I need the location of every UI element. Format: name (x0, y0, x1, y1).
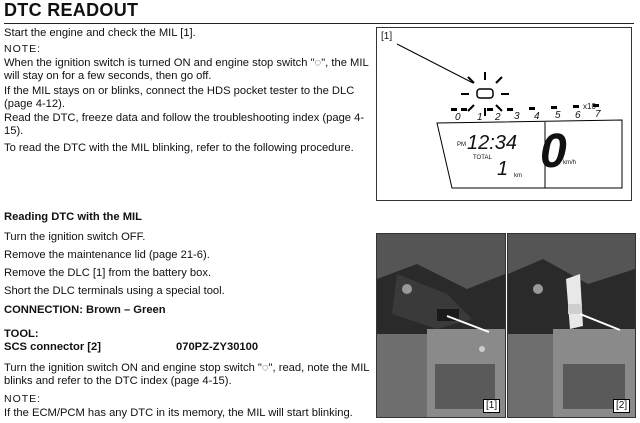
scale-0: 0 (455, 112, 461, 123)
scale-1: 1 (477, 112, 483, 123)
blink-paragraph: To read the DTC with the MIL blinking, refer to the following procedure. (4, 142, 354, 154)
pm-label: PM (457, 142, 466, 148)
scale-2: 2 (495, 112, 501, 123)
connection-line: CONNECTION: Brown – Green (4, 304, 166, 316)
section-heading: Reading DTC with the MIL (4, 211, 142, 223)
step-3: Remove the DLC [1] from the battery box. (4, 267, 212, 279)
figure-callout: [1] (381, 31, 393, 42)
scale-4: 4 (534, 111, 540, 122)
speed-unit: km/h (563, 160, 577, 166)
photo-right-callout: [2] (613, 399, 630, 413)
note-label: NOTE: (4, 43, 42, 55)
step-1: Turn the ignition switch OFF. (4, 231, 146, 243)
title-rule (4, 23, 634, 24)
photo-left-callout: [1] (483, 399, 500, 413)
step-4: Short the DLC terminals using a special tool. (4, 285, 225, 297)
odometer-unit: km (514, 173, 522, 179)
tool-name: SCS connector [2] (4, 341, 101, 353)
scale-7: 7 (595, 109, 601, 120)
mil-icon (461, 72, 509, 116)
photo-scs-connector (507, 233, 636, 418)
scale-3: 3 (514, 111, 520, 122)
read-dtc-paragraph: Read the DTC, freeze data and follow the troubleshooting index (page 4-15). (4, 112, 365, 138)
note2-text: If the ECM/PCM has any DTC in its memory, the MIL will start blinking. (4, 407, 353, 419)
scale-multiplier: x10 (583, 102, 596, 111)
scale-6: 6 (575, 110, 581, 121)
mil-paragraph: If the MIL stays on or blinks, connect the HDS pocket tester to the DLC (page 4-12). (4, 85, 355, 111)
note2-label: NOTE: (4, 393, 42, 405)
note-text: When the ignition switch is turned ON and engine stop switch "◌", the MIL will stay on for a few seconds, then go off. (4, 57, 369, 83)
speed-readout: 0 (540, 125, 567, 178)
total-label: TOTAL (473, 155, 492, 161)
scale-5: 5 (555, 110, 561, 121)
clock-readout: 12:34 (467, 132, 518, 154)
odometer-readout: 1 (497, 158, 509, 180)
final-paragraph: Turn the ignition switch ON and engine stop switch "◌", read, note the MIL blinks and refer to the DTC index (page 4-15). (4, 362, 370, 388)
photo-dlc (376, 233, 506, 418)
tool-number: 070PZ-ZY30100 (176, 341, 259, 353)
tool-heading: TOOL: (4, 328, 39, 340)
step-2: Remove the maintenance lid (page 21-6). (4, 249, 210, 261)
intro-text: Start the engine and check the MIL [1]. (4, 27, 196, 39)
instrument-figure (376, 27, 632, 201)
page-title: DTC READOUT (4, 0, 139, 20)
